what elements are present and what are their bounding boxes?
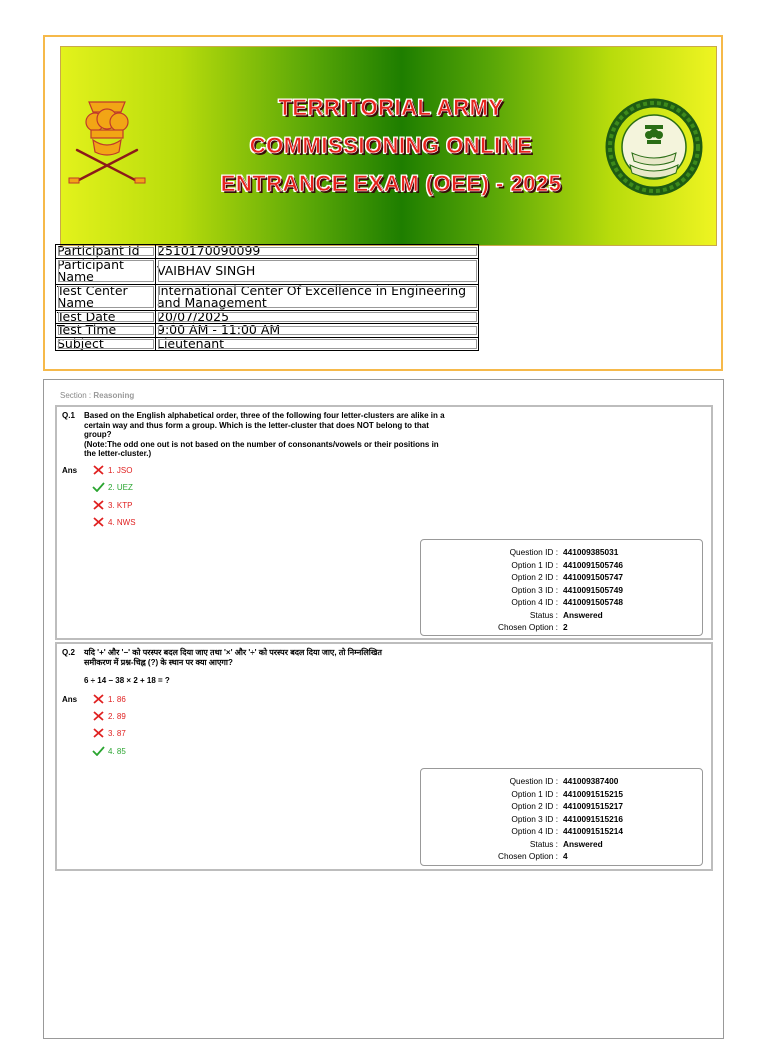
question-info-panel (420, 539, 703, 636)
option-label: 2. UEZ (108, 482, 133, 492)
option-2 (92, 711, 126, 721)
table-row (56, 258, 479, 284)
info-value: 4410091515216 (563, 813, 623, 824)
info-value: 4410091505749 (563, 584, 623, 595)
info-key: Option 4 ID : (511, 597, 558, 607)
info-value: 4410091515215 (563, 788, 623, 799)
option-2 (92, 482, 133, 492)
cross-icon (92, 517, 105, 527)
info-key: Option 4 ID : (511, 826, 558, 836)
ans-label: Ans (62, 695, 78, 704)
option-label: 3. 87 (108, 728, 126, 738)
question-text-line: 6 ÷ 14 − 38 × 2 + 18 = ? (84, 676, 170, 685)
banner-title-line-3: ENTRANCE EXAM (OEE) - 2025 (220, 171, 562, 196)
question-panel-2 (55, 642, 713, 871)
banner-title-line-2: COMMISSIONING ONLINE (249, 133, 533, 158)
banner-title-line-1: TERRITORIAL ARMY (278, 95, 504, 120)
option-label: 2. 89 (108, 711, 126, 721)
section-name: Reasoning (93, 391, 135, 400)
option-label: 4. NWS (108, 517, 136, 527)
option-4 (92, 517, 136, 527)
option-3 (92, 500, 132, 510)
option-3 (92, 728, 126, 738)
option-label: 4. 85 (108, 746, 126, 756)
section-label (60, 391, 134, 400)
table-row (56, 284, 479, 310)
question-text-line: (Note:The odd one out is not based on the number of consonants/vowels or their positions in (84, 439, 439, 449)
info-key: Chosen Option : (498, 851, 558, 861)
info-key: Option 1 ID : (511, 788, 558, 799)
info-key: Status : (529, 838, 558, 849)
info-value: 441009387400 (563, 776, 619, 786)
subject-label: Subject (56, 337, 156, 351)
test-center-value: International Center Of Excellence in Engineering and Management (156, 284, 479, 310)
info-value: 2 (563, 622, 568, 632)
test-time-label: Test Time (56, 324, 156, 338)
info-key: Question ID : (509, 776, 558, 786)
question-number: Q.1 (62, 411, 75, 420)
info-key: Option 1 ID : (511, 559, 558, 570)
option-label: 1. 86 (108, 694, 126, 704)
question-text (84, 648, 514, 686)
question-text-line: certain way and thus form a group. Which is the letter-cluster that does NOT belong to that (84, 420, 429, 430)
info-value: 4410091515214 (563, 826, 623, 836)
info-value: Answered (563, 838, 603, 849)
test-time-value: 9:00 AM - 11:00 AM (156, 324, 479, 338)
question-text-line: समीकरण में प्रश्न-चिह्न (?) के स्थान पर क्या आएगा? (84, 657, 233, 667)
option-4 (92, 746, 126, 756)
option-label: 1. JSO (108, 465, 133, 475)
info-key: Option 3 ID : (511, 584, 558, 595)
info-key: Question ID : (509, 547, 558, 557)
cross-icon (92, 711, 105, 721)
ans-label: Ans (62, 466, 78, 475)
check-icon (92, 482, 105, 492)
table-row (56, 245, 479, 259)
test-date-label: Test Date (56, 310, 156, 324)
table-row (56, 337, 479, 351)
table-row (56, 324, 479, 338)
subject-value: Lieutenant (156, 337, 479, 351)
option-1 (92, 694, 126, 704)
participant-name-label: Participant Name (56, 258, 156, 284)
info-key: Chosen Option : (498, 622, 558, 632)
question-text-line: Based on the English alphabetical order, three of the following four letter-clusters are alike in a (84, 411, 445, 420)
question-text-line: the letter-cluster.) (84, 449, 152, 458)
question-text-line (84, 667, 514, 676)
cross-icon (92, 465, 105, 475)
info-key: Option 3 ID : (511, 813, 558, 824)
question-text (84, 411, 514, 459)
option-label: 3. KTP (108, 500, 133, 510)
info-key: Option 2 ID : (511, 801, 558, 811)
option-1 (92, 465, 132, 475)
info-value: 4410091505748 (563, 597, 623, 607)
participant-id-value: 2510170090099 (156, 245, 479, 259)
cross-icon (92, 500, 105, 510)
national-emblem-icon (67, 92, 147, 192)
participant-id-label: Participant Id (56, 245, 156, 259)
check-icon (92, 746, 105, 756)
test-date-value: 20/07/2025 (156, 310, 479, 324)
info-key: Status : (529, 609, 558, 620)
participant-name-value: VAIBHAV SINGH (156, 258, 479, 284)
exam-banner (60, 46, 717, 246)
question-panel-1 (55, 405, 713, 640)
question-info-panel (420, 768, 703, 866)
cross-icon (92, 728, 105, 738)
info-value: Answered (563, 609, 603, 620)
question-number: Q.2 (62, 648, 75, 657)
participant-info-table (55, 244, 479, 351)
test-center-label: Test Center Name (56, 284, 156, 310)
info-value: 441009385031 (563, 547, 619, 557)
info-value: 4410091515217 (563, 801, 623, 811)
cross-icon (92, 694, 105, 704)
info-value: 4 (563, 851, 568, 861)
question-text-line: group? (84, 430, 112, 439)
section-prefix: Section : (60, 391, 92, 400)
info-value: 4410091505747 (563, 572, 623, 582)
question-text-line: यदि '+' और '−' को परस्पर बदल दिया जाए तथा '×' और '÷' को परस्पर बदल दिया जाए, तो निम्नलिखित (84, 648, 382, 657)
info-value: 4410091505746 (563, 559, 623, 570)
info-key: Option 2 ID : (511, 572, 558, 582)
territorial-army-emblem-icon (604, 97, 704, 197)
